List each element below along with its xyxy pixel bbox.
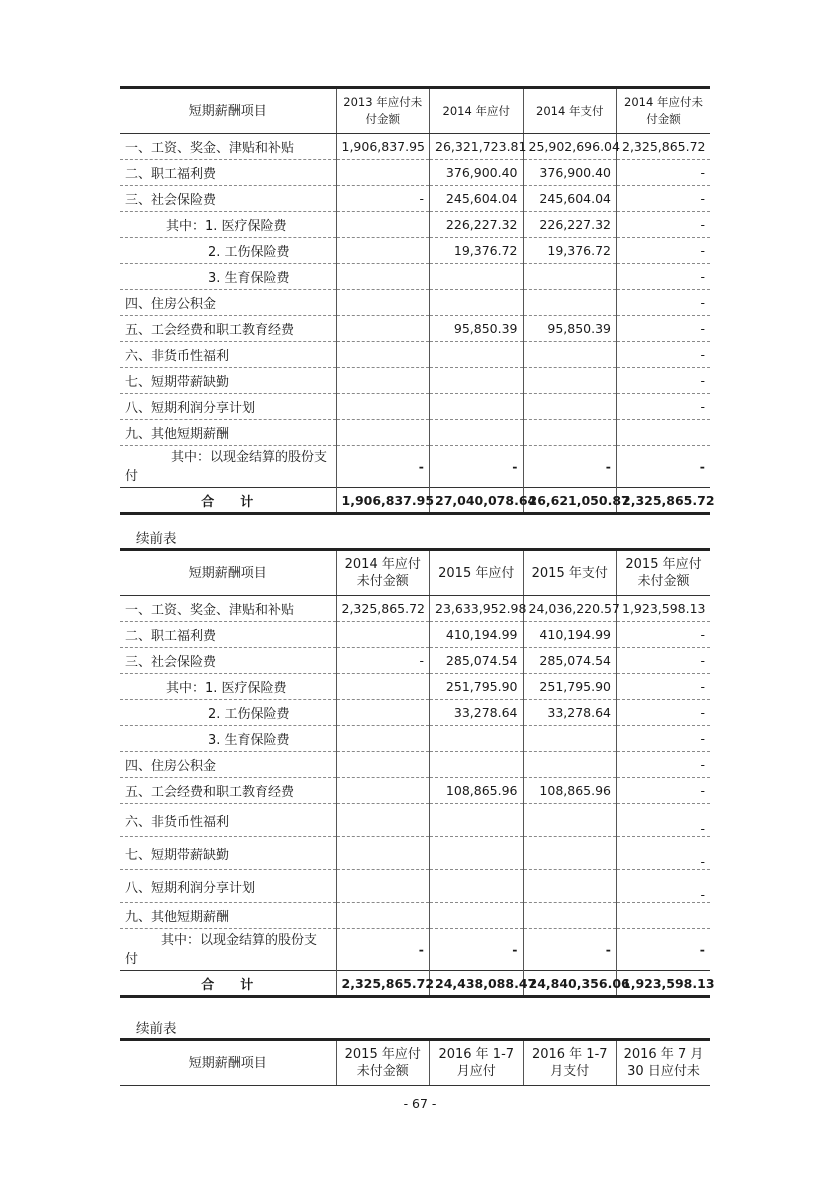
header-col-2: 2014 年应付 <box>430 88 524 134</box>
cell-value: - <box>617 342 711 368</box>
total-value: 1,923,598.13 <box>617 971 711 997</box>
cell-value <box>430 264 524 290</box>
cell-value: 23,633,952.98 <box>430 596 524 622</box>
cell-value: 2,325,865.72 <box>617 134 711 160</box>
total-value: 24,840,356.06 <box>523 971 617 997</box>
total-label: 合计 <box>120 971 336 997</box>
cell-value: - <box>523 446 617 488</box>
cell-value <box>336 264 430 290</box>
header-col-4: 2015 年应付未付金额 <box>617 550 711 596</box>
cell-value: 245,604.04 <box>430 186 524 212</box>
cell-value <box>336 622 430 648</box>
total-row <box>120 488 710 514</box>
cell-value <box>523 837 617 870</box>
cell-value <box>336 160 430 186</box>
row-label: 一、工资、奖金、津贴和补贴 <box>120 134 336 160</box>
row-label-line-1: 其中：以现金结算的股份支 <box>161 932 318 948</box>
cell-value: 26,321,723.81 <box>430 134 524 160</box>
table-row <box>120 134 710 160</box>
cell-value <box>336 726 430 752</box>
cell-value <box>430 804 524 837</box>
cell-value: - <box>617 368 711 394</box>
cell-value: - <box>617 238 711 264</box>
cell-value: 410,194.99 <box>430 622 524 648</box>
row-label: 二、职工福利费 <box>120 622 336 648</box>
table-row <box>120 870 710 903</box>
cell-value: - <box>617 929 711 971</box>
cell-value: - <box>617 290 711 316</box>
total-value: 2,325,865.72 <box>617 488 711 514</box>
table-row <box>120 752 710 778</box>
table-row <box>120 212 710 238</box>
cell-value <box>523 394 617 420</box>
cell-value <box>523 290 617 316</box>
table-row <box>120 446 710 488</box>
total-row <box>120 971 710 997</box>
cell-value <box>430 368 524 394</box>
cell-value <box>523 368 617 394</box>
cell-value <box>523 870 617 903</box>
cell-value: - <box>617 870 711 903</box>
cell-value <box>336 700 430 726</box>
cell-value: - <box>617 837 711 870</box>
cell-value <box>336 420 430 446</box>
cell-value <box>336 752 430 778</box>
table-row <box>120 238 710 264</box>
cell-value <box>430 903 524 929</box>
row-label: 三、社会保险费 <box>120 186 336 212</box>
total-label: 合计 <box>120 488 336 514</box>
cell-value: 251,795.90 <box>430 674 524 700</box>
table-row <box>120 186 710 212</box>
cell-value <box>523 804 617 837</box>
row-label: 六、非货币性福利 <box>120 804 336 837</box>
row-label: 八、短期利润分享计划 <box>120 870 336 903</box>
table-row <box>120 342 710 368</box>
table-row <box>120 804 710 837</box>
total-value: 24,438,088.47 <box>430 971 524 997</box>
cell-value: 2,325,865.72 <box>336 596 430 622</box>
header-col-4: 2016 年 7 月 30 日应付未 <box>617 1040 711 1086</box>
cell-value: - <box>523 929 617 971</box>
cell-value: - <box>617 674 711 700</box>
row-label: 九、其他短期薪酬 <box>120 420 336 446</box>
total-value: 1,906,837.95 <box>336 488 430 514</box>
page-number: - 67 - <box>403 1096 437 1111</box>
header-col-2: 2016 年 1-7 月应付 <box>430 1040 524 1086</box>
cell-value <box>523 264 617 290</box>
cell-value <box>336 837 430 870</box>
header-item: 短期薪酬项目 <box>120 88 336 134</box>
cell-value: - <box>617 394 711 420</box>
row-label: 七、短期带薪缺勤 <box>120 368 336 394</box>
cell-value <box>336 778 430 804</box>
row-label: 2. 工伤保险费 <box>120 700 336 726</box>
table-row <box>120 903 710 929</box>
short-term-salary-table-2015 <box>120 548 715 998</box>
cell-value: 19,376.72 <box>430 238 524 264</box>
cell-value <box>430 837 524 870</box>
header-col-4: 2014 年应付未付金额 <box>617 88 711 134</box>
cell-value <box>430 290 524 316</box>
cell-value: 251,795.90 <box>523 674 617 700</box>
cell-value: - <box>617 752 711 778</box>
table-row <box>120 596 710 622</box>
cell-value <box>523 726 617 752</box>
cell-value <box>430 726 524 752</box>
cell-value: 1,906,837.95 <box>336 134 430 160</box>
cell-value: - <box>617 446 711 488</box>
table-row <box>120 394 710 420</box>
cell-value: - <box>617 160 711 186</box>
cell-value <box>336 342 430 368</box>
cell-value <box>336 394 430 420</box>
cell-value <box>336 290 430 316</box>
table-row <box>120 674 710 700</box>
cell-value: 95,850.39 <box>430 316 524 342</box>
cell-value <box>336 212 430 238</box>
cell-value <box>430 752 524 778</box>
cell-value: - <box>617 778 711 804</box>
row-label: 其中：1. 医疗保险费 <box>120 212 336 238</box>
row-label <box>120 929 336 971</box>
row-label: 九、其他短期薪酬 <box>120 903 336 929</box>
table-row <box>120 160 710 186</box>
cell-value <box>430 342 524 368</box>
cell-value: 410,194.99 <box>523 622 617 648</box>
table-row <box>120 316 710 342</box>
row-label: 五、工会经费和职工教育经费 <box>120 778 336 804</box>
cell-value: - <box>617 726 711 752</box>
table-row <box>120 264 710 290</box>
cell-value <box>430 870 524 903</box>
cell-value: 285,074.54 <box>523 648 617 674</box>
cell-value <box>336 903 430 929</box>
table-row <box>120 368 710 394</box>
cell-value: - <box>617 264 711 290</box>
table-row <box>120 290 710 316</box>
row-label: 四、住房公积金 <box>120 290 336 316</box>
table-row <box>120 700 710 726</box>
row-label: 3. 生育保险费 <box>120 264 336 290</box>
row-label: 其中：1. 医疗保险费 <box>120 674 336 700</box>
row-label: 3. 生育保险费 <box>120 726 336 752</box>
cell-value: 376,900.40 <box>523 160 617 186</box>
cell-value: - <box>617 212 711 238</box>
cell-value <box>617 903 711 929</box>
row-label: 四、住房公积金 <box>120 752 336 778</box>
row-label: 一、工资、奖金、津贴和补贴 <box>120 596 336 622</box>
row-label-line-2: 付 <box>125 951 139 967</box>
row-label <box>120 446 336 488</box>
header-item: 短期薪酬项目 <box>120 1040 336 1086</box>
row-label: 二、职工福利费 <box>120 160 336 186</box>
row-label: 2. 工伤保险费 <box>120 238 336 264</box>
cell-value <box>523 342 617 368</box>
cell-value: - <box>617 622 711 648</box>
cell-value: 25,902,696.04 <box>523 134 617 160</box>
cell-value: - <box>430 446 524 488</box>
table-row <box>120 778 710 804</box>
cell-value <box>523 903 617 929</box>
cell-value: - <box>336 186 430 212</box>
table-row <box>120 622 710 648</box>
total-value: 26,621,050.87 <box>523 488 617 514</box>
cell-value: - <box>336 648 430 674</box>
cell-value <box>523 752 617 778</box>
cell-value: - <box>336 446 430 488</box>
header-col-3: 2014 年支付 <box>523 88 617 134</box>
cell-value: 19,376.72 <box>523 238 617 264</box>
cell-value: 33,278.64 <box>430 700 524 726</box>
cell-value: 226,227.32 <box>430 212 524 238</box>
cell-value: 226,227.32 <box>523 212 617 238</box>
row-label: 八、短期利润分享计划 <box>120 394 336 420</box>
cell-value <box>617 420 711 446</box>
row-label: 六、非货币性福利 <box>120 342 336 368</box>
cell-value <box>336 804 430 837</box>
row-label-line-2: 付 <box>125 468 139 484</box>
cell-value: - <box>617 700 711 726</box>
cell-value: - <box>617 804 711 837</box>
cell-value: 245,604.04 <box>523 186 617 212</box>
row-label: 七、短期带薪缺勤 <box>120 837 336 870</box>
table-row <box>120 420 710 446</box>
cell-value <box>336 674 430 700</box>
continued-caption: 续前表 <box>136 531 177 547</box>
total-value: 27,040,078.64 <box>430 488 524 514</box>
short-term-salary-table-2014 <box>120 86 715 515</box>
cell-value <box>336 368 430 394</box>
cell-value: 376,900.40 <box>430 160 524 186</box>
cell-value <box>430 394 524 420</box>
header-col-2: 2015 年应付 <box>430 550 524 596</box>
cell-value: 108,865.96 <box>523 778 617 804</box>
cell-value <box>336 238 430 264</box>
table-row <box>120 648 710 674</box>
header-item: 短期薪酬项目 <box>120 550 336 596</box>
row-label-line-1: 其中：以现金结算的股份支 <box>171 449 328 465</box>
header-col-1: 2013 年应付未付金额 <box>336 88 430 134</box>
header-col-1: 2014 年应付未付金额 <box>336 550 430 596</box>
short-term-salary-table-2016 <box>120 1038 710 1086</box>
header-col-1: 2015 年应付未付金额 <box>336 1040 430 1086</box>
cell-value: 33,278.64 <box>523 700 617 726</box>
cell-value: - <box>430 929 524 971</box>
cell-value: 108,865.96 <box>430 778 524 804</box>
row-label: 五、工会经费和职工教育经费 <box>120 316 336 342</box>
cell-value: 285,074.54 <box>430 648 524 674</box>
cell-value: 1,923,598.13 <box>617 596 711 622</box>
total-value: 2,325,865.72 <box>336 971 430 997</box>
table-row <box>120 929 710 971</box>
cell-value <box>336 870 430 903</box>
cell-value: - <box>617 186 711 212</box>
row-label: 三、社会保险费 <box>120 648 336 674</box>
cell-value <box>430 420 524 446</box>
cell-value: - <box>336 929 430 971</box>
table-row <box>120 726 710 752</box>
cell-value: 95,850.39 <box>523 316 617 342</box>
cell-value <box>523 420 617 446</box>
cell-value: - <box>617 316 711 342</box>
continued-caption: 续前表 <box>136 1021 177 1037</box>
cell-value <box>336 316 430 342</box>
header-col-3: 2016 年 1-7 月支付 <box>523 1040 617 1086</box>
cell-value: - <box>617 648 711 674</box>
table-row <box>120 837 710 870</box>
header-col-3: 2015 年支付 <box>523 550 617 596</box>
cell-value: 24,036,220.57 <box>523 596 617 622</box>
